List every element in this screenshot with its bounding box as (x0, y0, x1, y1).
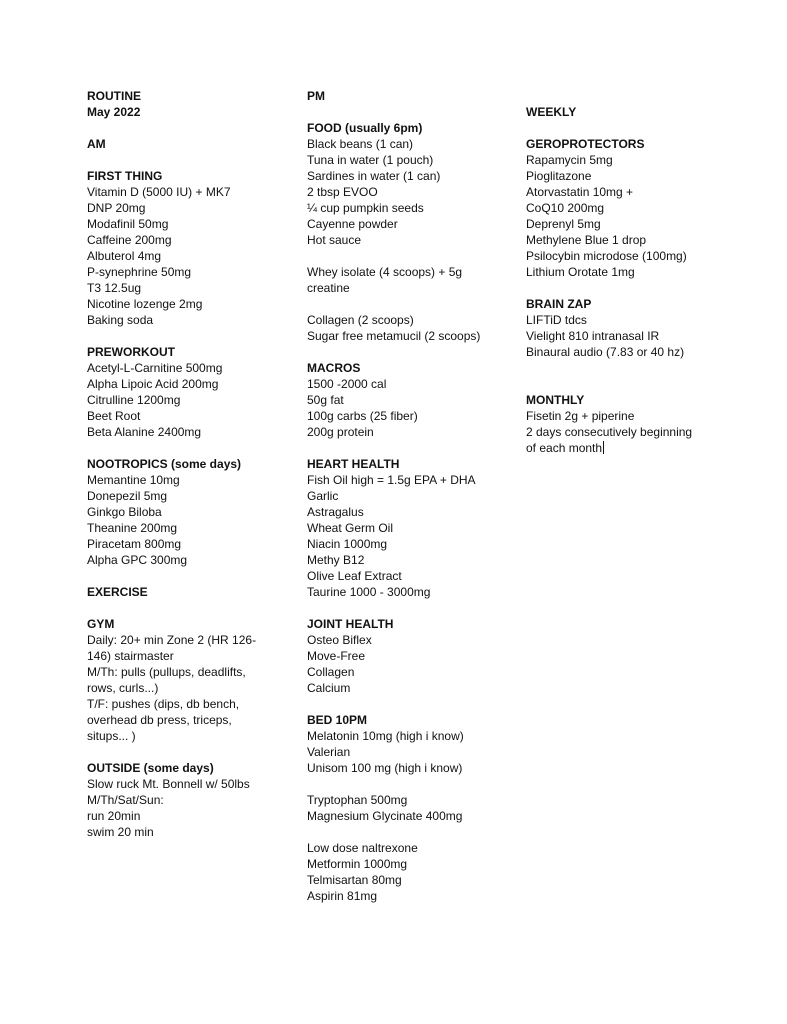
list-item (526, 200, 726, 216)
heading-text: OUTSIDE (some days) (87, 761, 214, 775)
list-item (307, 872, 512, 888)
list-item (87, 680, 287, 696)
item-text: 1500 -2000 cal (307, 377, 387, 391)
item-text: Olive Leaf Extract (307, 569, 402, 583)
blank-line (307, 600, 512, 616)
list-item (87, 280, 287, 296)
list-item (87, 696, 287, 712)
item-text: DNP 20mg (87, 201, 146, 215)
heading-text: MONTHLY (526, 393, 585, 407)
item-text: Baking soda (87, 313, 154, 327)
list-item (307, 568, 512, 584)
list-item (87, 264, 287, 280)
item-text: of each month (526, 441, 603, 455)
list-item (87, 424, 287, 440)
heading-text: JOINT HEALTH (307, 617, 394, 631)
list-item (87, 664, 287, 680)
item-text: Tuna in water (1 pouch) (307, 153, 434, 167)
section-heading (307, 360, 512, 376)
heading-text: PM (307, 89, 325, 103)
list-item (307, 632, 512, 648)
blank-line (307, 824, 512, 840)
list-item (526, 312, 726, 328)
list-item (87, 536, 287, 552)
item-text: Collagen (2 scoops) (307, 313, 414, 327)
list-item (307, 680, 512, 696)
item-text: Beta Alanine 2400mg (87, 425, 202, 439)
item-text: 200g protein (307, 425, 374, 439)
list-item (307, 536, 512, 552)
heading-text: AM (87, 137, 106, 151)
blank-line (307, 696, 512, 712)
section-heading (87, 344, 287, 360)
item-text: run 20min (87, 809, 141, 823)
list-item (526, 168, 726, 184)
item-text: creatine (307, 281, 350, 295)
section-heading (526, 296, 726, 312)
section-heading (307, 120, 512, 136)
list-item (526, 184, 726, 200)
list-item (307, 184, 512, 200)
list-item (87, 296, 287, 312)
list-item (307, 312, 512, 328)
item-text: Albuterol 4mg (87, 249, 162, 263)
item-text: Calcium (307, 681, 351, 695)
list-item (526, 152, 726, 168)
text-cursor (603, 441, 604, 454)
list-item (87, 184, 287, 200)
heading-text: MACROS (307, 361, 361, 375)
list-item (87, 792, 287, 808)
list-item (307, 424, 512, 440)
column-am (87, 88, 287, 840)
item-text: Niacin 1000mg (307, 537, 388, 551)
item-text: Citrulline 1200mg (87, 393, 181, 407)
blank-line (87, 440, 287, 456)
blank-line (526, 376, 726, 392)
list-item (526, 424, 726, 440)
list-item (307, 328, 512, 344)
section-heading (87, 456, 287, 472)
list-item (87, 216, 287, 232)
list-item (87, 776, 287, 792)
list-item (526, 264, 726, 280)
heading-text: BED 10PM (307, 713, 368, 727)
section-heading (87, 760, 287, 776)
section-heading (87, 136, 287, 152)
item-text: Vitamin D (5000 IU) + MK7 (87, 185, 231, 199)
blank-line (87, 600, 287, 616)
list-item (87, 392, 287, 408)
list-item (307, 552, 512, 568)
list-item (307, 520, 512, 536)
item-text: Taurine 1000 - 3000mg (307, 585, 431, 599)
item-text: Theanine 200mg (87, 521, 178, 535)
list-item (307, 584, 512, 600)
section-heading (87, 584, 287, 600)
heading-text: PREWORKOUT (87, 345, 175, 359)
item-text: Garlic (307, 489, 339, 503)
item-text: situps... ) (87, 729, 136, 743)
item-text: Alpha GPC 300mg (87, 553, 188, 567)
list-item (87, 376, 287, 392)
blank-line (307, 104, 512, 120)
section-heading (87, 88, 287, 104)
section-heading (307, 88, 512, 104)
section-heading (87, 104, 287, 120)
blank-line (87, 568, 287, 584)
list-item (307, 728, 512, 744)
blank-line (87, 328, 287, 344)
list-item (87, 712, 287, 728)
list-item (307, 648, 512, 664)
item-text: Telmisartan 80mg (307, 873, 402, 887)
list-item (87, 312, 287, 328)
heading-text: FIRST THING (87, 169, 163, 183)
list-item (307, 264, 512, 280)
list-item (307, 152, 512, 168)
item-text: CoQ10 200mg (526, 201, 605, 215)
item-text: Astragalus (307, 505, 364, 519)
item-text: swim 20 min (87, 825, 154, 839)
section-heading (87, 168, 287, 184)
section-heading (307, 712, 512, 728)
list-item (307, 280, 512, 296)
item-text: Lithium Orotate 1mg (526, 265, 635, 279)
list-item (87, 552, 287, 568)
heading-text: GYM (87, 617, 115, 631)
item-text: Whey isolate (4 scoops) + 5g (307, 265, 463, 279)
blank-line (307, 344, 512, 360)
blank-line (526, 280, 726, 296)
list-item (307, 888, 512, 904)
list-item (87, 248, 287, 264)
blank-line (87, 744, 287, 760)
item-text: 2 days consecutively beginning (526, 425, 693, 439)
heading-text: BRAIN ZAP (526, 297, 592, 311)
item-text: Ginkgo Biloba (87, 505, 162, 519)
item-text: Methy B12 (307, 553, 365, 567)
column-pm (307, 88, 512, 904)
list-item (307, 744, 512, 760)
item-text: Donepezil 5mg (87, 489, 168, 503)
blank-line (526, 360, 726, 376)
section-heading (307, 616, 512, 632)
item-text: Sardines in water (1 can) (307, 169, 441, 183)
item-text: Alpha Lipoic Acid 200mg (87, 377, 219, 391)
blank-line (307, 440, 512, 456)
heading-text: HEART HEALTH (307, 457, 400, 471)
blank-line (526, 120, 726, 136)
list-item (87, 232, 287, 248)
list-item (307, 168, 512, 184)
heading-text: NOOTROPICS (some days) (87, 457, 242, 471)
list-item (87, 200, 287, 216)
section-heading (526, 136, 726, 152)
list-item (307, 136, 512, 152)
item-text: M/Th/Sat/Sun: (87, 793, 164, 807)
item-text: Atorvastatin 10mg + (526, 185, 634, 199)
list-item (526, 344, 726, 360)
item-text: Methylene Blue 1 drop (526, 233, 647, 247)
item-text: 50g fat (307, 393, 344, 407)
item-text: Binaural audio (7.83 or 40 hz) (526, 345, 685, 359)
list-item (307, 200, 512, 216)
section-heading (526, 392, 726, 408)
item-text: Rapamycin 5mg (526, 153, 613, 167)
item-text: Daily: 20+ min Zone 2 (HR 126- (87, 633, 257, 647)
list-item (87, 648, 287, 664)
item-text: Fish Oil high = 1.5g EPA + DHA (307, 473, 476, 487)
item-text: 2 tbsp EVOO (307, 185, 378, 199)
list-item (87, 824, 287, 840)
item-text: Move-Free (307, 649, 366, 663)
list-item (307, 232, 512, 248)
list-item (87, 808, 287, 824)
list-item (307, 792, 512, 808)
list-item (307, 664, 512, 680)
item-text: Metformin 1000mg (307, 857, 408, 871)
list-item (307, 856, 512, 872)
item-text: Collagen (307, 665, 355, 679)
list-item (87, 632, 287, 648)
item-text: Fisetin 2g + piperine (526, 409, 635, 423)
item-text: Cayenne powder (307, 217, 398, 231)
item-text: M/Th: pulls (pullups, deadlifts, (87, 665, 246, 679)
blank-line (307, 248, 512, 264)
item-text: Hot sauce (307, 233, 362, 247)
item-text: Acetyl-L-Carnitine 500mg (87, 361, 223, 375)
item-text: Caffeine 200mg (87, 233, 172, 247)
item-text: overhead db press, triceps, (87, 713, 232, 727)
section-heading (526, 104, 726, 120)
item-text: Magnesium Glycinate 400mg (307, 809, 463, 823)
item-text: ¼ cup pumpkin seeds (307, 201, 424, 215)
item-text: 100g carbs (25 fiber) (307, 409, 418, 423)
list-item (87, 360, 287, 376)
section-heading (307, 456, 512, 472)
heading-text: ROUTINE (87, 89, 141, 103)
item-text: Melatonin 10mg (high i know) (307, 729, 464, 743)
list-item (526, 408, 726, 424)
list-item (307, 408, 512, 424)
list-item (307, 840, 512, 856)
list-item (307, 488, 512, 504)
item-text: Piracetam 800mg (87, 537, 182, 551)
list-item (87, 408, 287, 424)
item-text: Aspirin 81mg (307, 889, 378, 903)
item-text: Valerian (307, 745, 351, 759)
item-text: Nicotine lozenge 2mg (87, 297, 203, 311)
blank-line (87, 152, 287, 168)
list-item (307, 808, 512, 824)
list-item (526, 248, 726, 264)
heading-text: WEEKLY (526, 105, 577, 119)
list-item (87, 520, 287, 536)
item-text: Tryptophan 500mg (307, 793, 408, 807)
list-item (307, 760, 512, 776)
section-heading (87, 616, 287, 632)
list-item (87, 728, 287, 744)
item-text: Osteo Biflex (307, 633, 372, 647)
heading-text: FOOD (usually 6pm) (307, 121, 423, 135)
list-item (87, 472, 287, 488)
item-text: rows, curls...) (87, 681, 159, 695)
item-text: LIFTiD tdcs (526, 313, 587, 327)
blank-line (87, 120, 287, 136)
column-weekly-monthly (526, 88, 726, 456)
heading-text: May 2022 (87, 105, 141, 119)
blank-line (307, 296, 512, 312)
list-item (526, 328, 726, 344)
item-text: Unisom 100 mg (high i know) (307, 761, 463, 775)
item-text: Slow ruck Mt. Bonnell w/ 50lbs (87, 777, 250, 791)
item-text: Beet Root (87, 409, 141, 423)
heading-text: EXERCISE (87, 585, 148, 599)
item-text: 146) stairmaster (87, 649, 174, 663)
list-item (526, 216, 726, 232)
item-text: P-synephrine 50mg (87, 265, 192, 279)
heading-text: GEROPROTECTORS (526, 137, 645, 151)
item-text: Black beans (1 can) (307, 137, 414, 151)
item-text: Memantine 10mg (87, 473, 180, 487)
list-item (307, 216, 512, 232)
list-item (307, 504, 512, 520)
item-text: T3 12.5ug (87, 281, 142, 295)
item-text: Deprenyl 5mg (526, 217, 601, 231)
blank-line (307, 776, 512, 792)
item-text: Wheat Germ Oil (307, 521, 394, 535)
list-item (526, 232, 726, 248)
list-item (307, 376, 512, 392)
item-text: Vielight 810 intranasal IR (526, 329, 660, 343)
blank-line (526, 88, 726, 104)
list-item (307, 392, 512, 408)
item-text: Pioglitazone (526, 169, 592, 183)
list-item (526, 440, 726, 456)
list-item (87, 504, 287, 520)
item-text: Psilocybin microdose (100mg) (526, 249, 687, 263)
list-item (87, 488, 287, 504)
item-text: T/F: pushes (dips, db bench, (87, 697, 240, 711)
item-text: Low dose naltrexone (307, 841, 418, 855)
item-text: Sugar free metamucil (2 scoops) (307, 329, 481, 343)
item-text: Modafinil 50mg (87, 217, 169, 231)
list-item (307, 472, 512, 488)
